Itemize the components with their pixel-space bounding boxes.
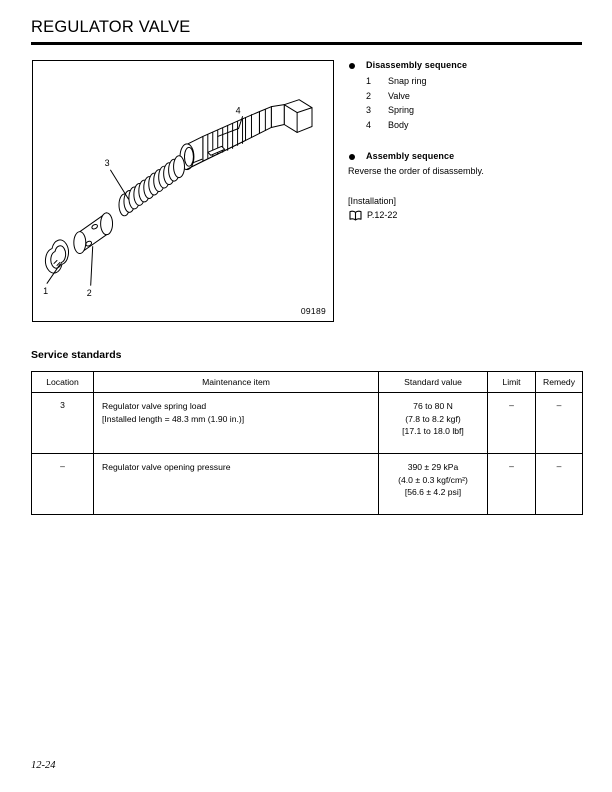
item-number: 1	[366, 76, 372, 86]
disassembly-heading	[348, 58, 584, 73]
book-icon	[349, 210, 362, 221]
item-line-1: Regulator valve spring load	[102, 401, 207, 411]
cell-maintenance-item	[94, 393, 379, 454]
list-item	[348, 74, 584, 89]
title-rule	[31, 42, 582, 45]
item-label: Valve	[388, 90, 410, 101]
installation-reference-label: P.12-22	[367, 210, 398, 220]
item-number: 4	[366, 119, 372, 130]
std-line-2: (4.0 ± 0.3 kgf/cm²)	[398, 474, 468, 485]
column-header-limit: Limit	[488, 372, 536, 393]
callout-4: 4	[235, 105, 241, 116]
column-header-maintenance-item: Maintenance item	[94, 372, 379, 393]
figure-id: 09189	[300, 306, 326, 316]
item-line-1: Regulator valve opening pressure	[102, 462, 231, 472]
bullet-dot-icon	[349, 63, 355, 69]
cell-limit: –	[488, 454, 536, 515]
cell-maintenance-item	[94, 454, 379, 515]
regulator-valve-diagram	[33, 61, 333, 321]
service-standards-table	[31, 371, 583, 515]
item-line-2: [Installed length = 48.3 mm (1.90 in.)]	[102, 413, 245, 424]
page-footer: 12-24	[31, 760, 56, 771]
cell-location: –	[32, 454, 94, 515]
cell-remedy: –	[536, 454, 583, 515]
table-row	[32, 393, 583, 454]
spacer	[348, 132, 584, 149]
spacer	[348, 179, 584, 194]
item-label: Spring	[388, 105, 415, 115]
callout-2: 2	[86, 288, 92, 299]
std-line-1: 390 ± 29 kPa	[407, 462, 459, 472]
assembly-heading-label: Assembly sequence	[366, 151, 455, 161]
table-row	[32, 454, 583, 515]
list-item	[348, 103, 584, 118]
std-line-1: 76 to 80 N	[413, 401, 453, 411]
assembly-text: Reverse the order of disassembly.	[348, 166, 484, 176]
disassembly-heading-label: Disassembly sequence	[366, 60, 468, 70]
installation-reference[interactable]	[348, 208, 584, 223]
column-header-standard-value: Standard value	[379, 372, 488, 393]
cell-standard-value	[379, 393, 488, 454]
cell-remedy: –	[536, 393, 583, 454]
std-line-3: [17.1 to 18.0 lbf]	[402, 426, 464, 436]
cell-location: 3	[32, 393, 94, 454]
item-label: Body	[388, 119, 409, 130]
column-header-remedy: Remedy	[536, 372, 583, 393]
std-line-3: [56.6 ± 4.2 psi]	[404, 487, 462, 497]
item-number: 2	[366, 90, 372, 101]
std-line-2: (7.8 to 8.2 kgf)	[405, 413, 461, 424]
list-item	[348, 118, 584, 133]
service-standards-title: Service standards	[31, 349, 122, 361]
callout-3: 3	[104, 158, 110, 169]
procedure-panel	[348, 58, 584, 223]
callout-1: 1	[43, 286, 49, 297]
cell-standard-value	[379, 454, 488, 515]
table-header-row	[32, 372, 583, 393]
item-number: 3	[366, 105, 372, 115]
page-title: REGULATOR VALVE	[31, 18, 191, 36]
list-item	[348, 89, 584, 104]
cell-limit: –	[488, 393, 536, 454]
installation-label: [Installation]	[348, 195, 397, 206]
disassembly-sequence-list	[348, 74, 584, 132]
column-header-location: Location	[32, 372, 94, 393]
item-label: Snap ring	[388, 76, 427, 86]
assembly-heading	[348, 149, 584, 164]
exploded-view-figure	[32, 60, 334, 322]
bullet-dot-icon	[349, 154, 355, 160]
